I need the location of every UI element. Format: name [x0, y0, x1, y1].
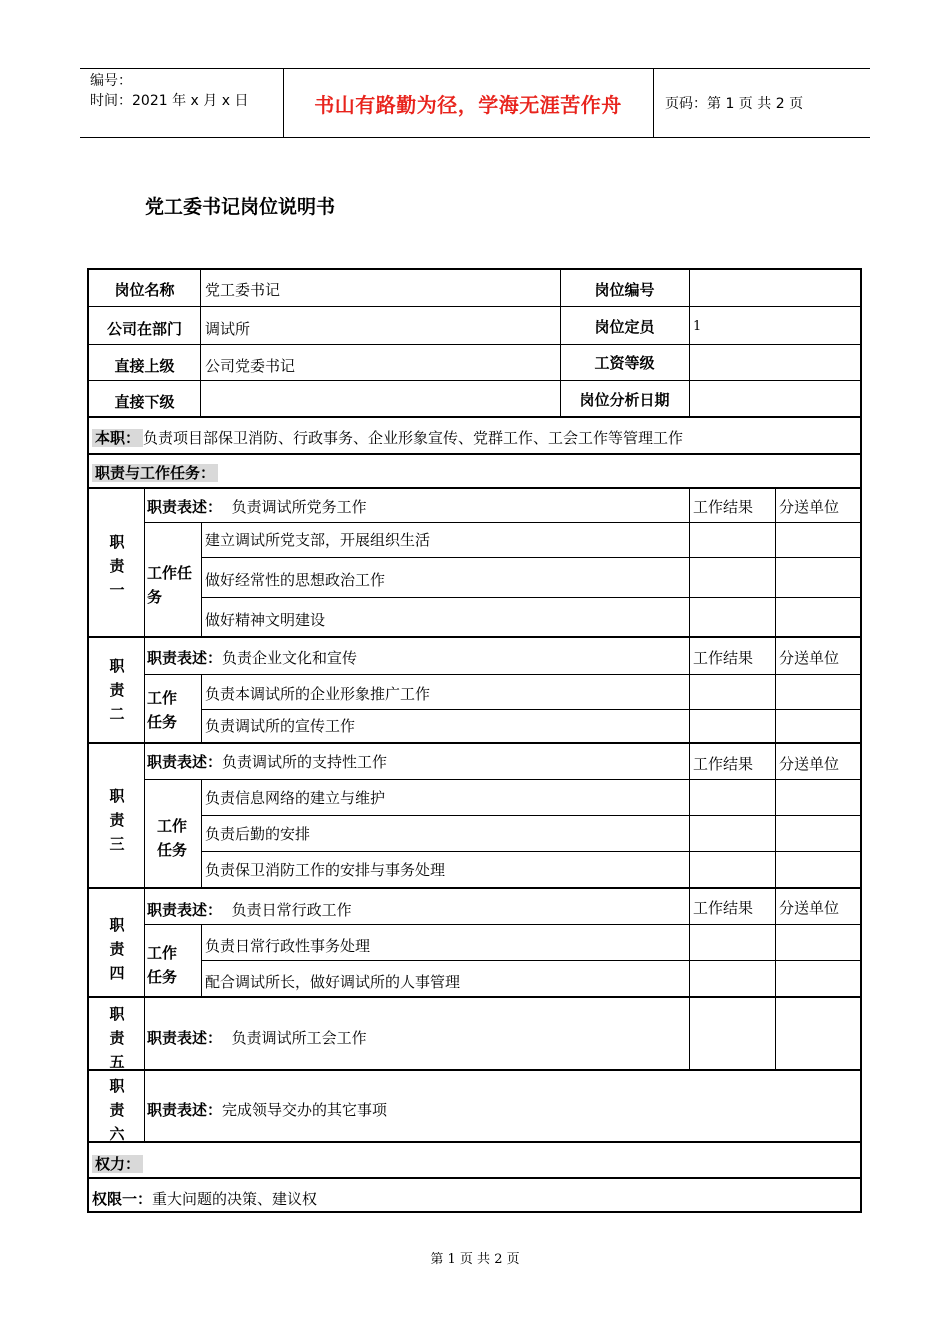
row-line: [89, 306, 860, 307]
duty-5-name: 职责五: [109, 1005, 125, 1071]
row-line: [201, 960, 860, 961]
duty-2-description: [147, 648, 357, 668]
duty-summary: [92, 428, 683, 448]
duty-5-description: [147, 1028, 367, 1048]
duty-4-task-label: 工作任务: [147, 944, 178, 986]
subordinate-label: 直接下级: [114, 393, 175, 411]
duty-6-description: [147, 1100, 387, 1120]
row-line: [144, 522, 860, 523]
job-description-table: [87, 268, 862, 1213]
col-line: [201, 924, 202, 996]
duty-4-task-2: 配合调试所长，做好调试所的人事管理: [205, 973, 461, 991]
row-line: [89, 416, 860, 418]
row-line: [89, 344, 860, 345]
row-line: [89, 742, 860, 744]
duty-2-task-label: 工作任务: [147, 689, 178, 731]
work-result-header: 工作结果: [693, 755, 754, 773]
duties-heading-label: 职责与工作任务：: [92, 464, 218, 482]
duty-3-description: [147, 752, 387, 772]
duty-2-name: 职责二: [109, 657, 125, 723]
duty-6-name: 职责六: [109, 1077, 125, 1143]
duty-1-task-label: 工作任务: [147, 564, 193, 606]
analysis-date-label: 岗位分析日期: [579, 391, 670, 409]
page-footer: 第 1 页 共 2 页: [430, 1252, 520, 1267]
header-motto: 书山有路勤为径，学海无涯苦作舟: [314, 93, 622, 117]
duty-desc-label: 职责表述：: [147, 649, 223, 667]
duty-4-name: 职责四: [109, 916, 125, 982]
page-header: [80, 68, 870, 138]
row-line: [89, 887, 860, 889]
row-line: [89, 1141, 860, 1143]
col-line: [200, 270, 201, 416]
dept-value: 调试所: [205, 320, 251, 338]
duty-1-desc-text: 负责调试所党务工作: [231, 498, 367, 516]
col-line: [775, 487, 776, 1069]
row-line: [201, 557, 860, 558]
document-title: 党工委书记岗位说明书: [145, 196, 336, 218]
duty-1-task-3: 做好精神文明建设: [205, 611, 326, 629]
authority-item-1-text: 重大问题的决策、建议权: [152, 1190, 318, 1208]
row-line: [144, 779, 860, 780]
dept-label: 公司在部门: [106, 320, 182, 338]
work-result-header: 工作结果: [693, 899, 754, 917]
post-no-label: 岗位编号: [594, 281, 655, 299]
authority-heading: [92, 1154, 143, 1174]
row-line: [201, 851, 860, 852]
duty-6-desc-text: 完成领导交办的其它事项: [222, 1101, 388, 1119]
row-line: [201, 597, 860, 598]
duty-4-task-1: 负责日常行政性事务处理: [205, 937, 371, 955]
row-line: [89, 1177, 860, 1179]
duty-desc-label: 职责表述：: [147, 753, 223, 771]
quota-value: 1: [693, 319, 702, 334]
distribution-header: 分送单位: [779, 498, 840, 516]
duty-4-description: [147, 900, 352, 920]
duty-desc-label: 职责表述：: [147, 1101, 223, 1119]
distribution-header: 分送单位: [779, 899, 840, 917]
duty-2-desc-text: 负责企业文化和宣传: [222, 649, 358, 667]
duty-2-task-2: 负责调试所的宣传工作: [205, 717, 356, 735]
duties-heading: [92, 463, 218, 483]
header-meta: [90, 71, 248, 111]
col-line: [689, 270, 690, 416]
duty-3-name: 职责三: [109, 787, 125, 853]
duty-4-desc-text: 负责日常行政工作: [231, 901, 352, 919]
row-line: [89, 380, 860, 381]
salary-label: 工资等级: [594, 354, 655, 372]
authority-item-1: [92, 1189, 317, 1209]
duty-2-task-1: 负责本调试所的企业形象推广工作: [205, 685, 431, 703]
superior-value: 公司党委书记: [205, 357, 296, 375]
authority-heading-label: 权力：: [92, 1155, 143, 1173]
post-name-value: 党工委书记: [205, 281, 281, 299]
work-result-header: 工作结果: [693, 649, 754, 667]
duty-1-task-2: 做好经常性的思想政治工作: [205, 571, 386, 589]
col-line: [201, 779, 202, 887]
duty-3-task-label: 工作任务: [157, 817, 188, 859]
header-divider: [653, 69, 654, 137]
duty-1-description: [147, 497, 367, 517]
duty-3-task-1: 负责信息网络的建立与维护: [205, 789, 386, 807]
duty-desc-label: 职责表述：: [147, 901, 223, 919]
duty-1-name: 职责一: [109, 533, 125, 599]
duty-1-task-1: 建立调试所党支部，开展组织生活: [205, 531, 431, 549]
duty-3-task-2: 负责后勤的安排: [205, 825, 311, 843]
duty-desc-label: 职责表述：: [147, 1029, 223, 1047]
row-line: [144, 674, 860, 675]
row-line: [201, 709, 860, 710]
quota-label: 岗位定员: [594, 318, 655, 336]
duty-summary-text: 负责项目部保卫消防、行政事务、企业形象宣传、党群工作、工会工作等管理工作: [143, 429, 684, 447]
distribution-header: 分送单位: [779, 649, 840, 667]
work-result-header: 工作结果: [693, 498, 754, 516]
row-line: [89, 453, 860, 455]
row-line: [201, 815, 860, 816]
col-line: [689, 487, 690, 1069]
post-name-label: 岗位名称: [114, 281, 175, 299]
header-page-number: 页码：第 1 页 共 2 页: [665, 96, 804, 112]
col-line: [144, 487, 145, 1141]
duty-desc-label: 职责表述：: [147, 498, 223, 516]
row-line: [144, 924, 860, 925]
duty-3-desc-text: 负责调试所的支持性工作: [222, 753, 388, 771]
duty-summary-label: 本职：: [92, 429, 143, 447]
duty-5-desc-text: 负责调试所工会工作: [231, 1029, 367, 1047]
col-line: [201, 674, 202, 742]
header-time: 时间：2021 年 x 月 x 日: [90, 93, 249, 109]
duty-3-task-3: 负责保卫消防工作的安排与事务处理: [205, 861, 446, 879]
row-line: [89, 487, 860, 489]
distribution-header: 分送单位: [779, 755, 840, 773]
superior-label: 直接上级: [114, 357, 175, 375]
authority-item-1-label: 权限一：: [92, 1190, 153, 1208]
row-line: [89, 996, 860, 998]
row-line: [89, 1069, 860, 1071]
row-line: [89, 636, 860, 638]
header-number: 编号：: [90, 73, 132, 89]
